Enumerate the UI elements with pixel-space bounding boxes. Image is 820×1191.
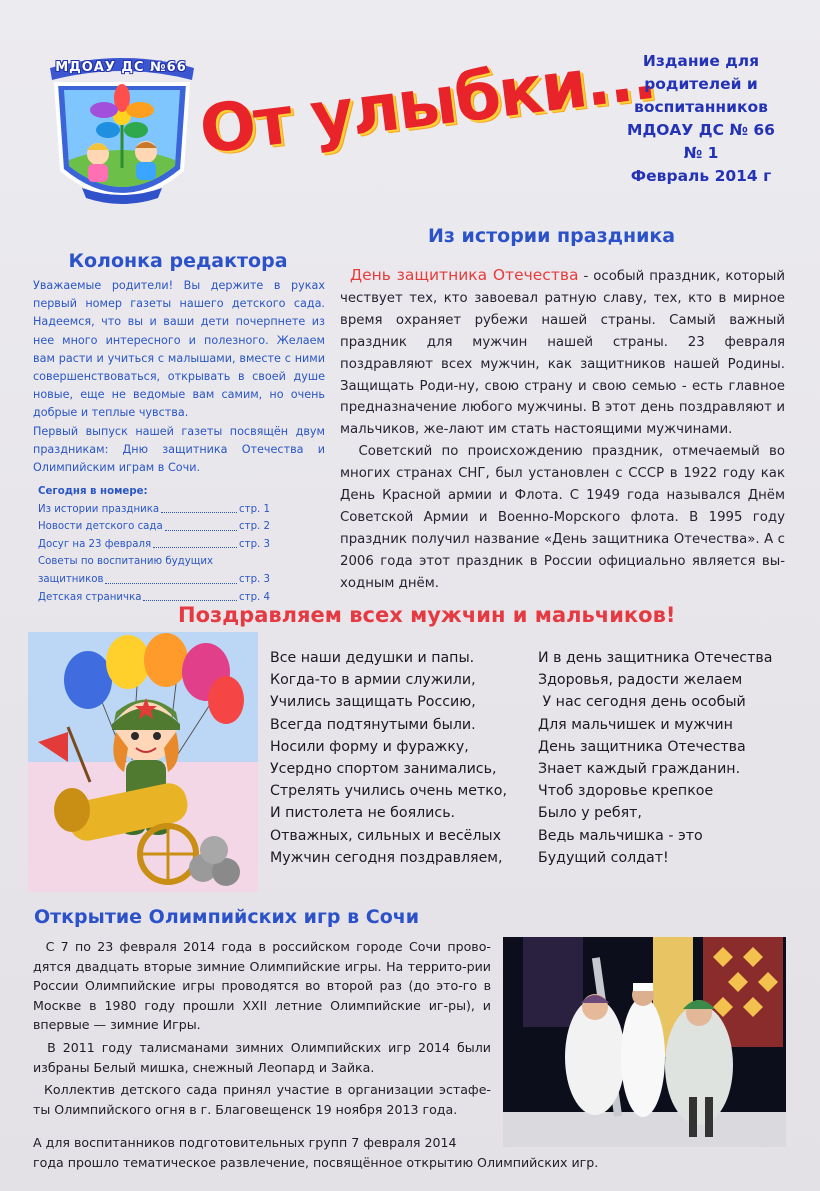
logo-banner-text: МДОАУ ДС №66 bbox=[55, 59, 187, 75]
poem-line: Все наши дедушки и папы. bbox=[270, 650, 475, 666]
poem-line: Будущий солдат! bbox=[538, 849, 669, 866]
history-paragraph bbox=[340, 265, 785, 441]
olympics-closing-line: А для воспитанников подготовительных групп 7 февраля 2014 bbox=[33, 1135, 457, 1150]
holiday-name: День защитника Отечества bbox=[350, 266, 579, 284]
history-paragraph bbox=[340, 441, 785, 594]
poem-line: Всегда подтянутыми были. bbox=[270, 716, 476, 733]
edition-line: воспитанников bbox=[634, 98, 768, 116]
poem-line: Здоровья, радости желаем bbox=[538, 672, 743, 689]
history-section-title: Из истории праздника bbox=[428, 225, 676, 247]
olympics-paragraph bbox=[33, 937, 491, 1035]
toc-item bbox=[38, 571, 270, 589]
editor-paragraph: Уважаемые родители! Вы держите в руках первый номер газеты нашего детского сада. Надеемся, что вы и ваши дети почерпнете из нее много интересного и полезного. Желаем вам расти и учиться с малышами, вместе с ними совершенствоваться, открывать в своей душе новые, еще не ведомые вам самим, но очень добрые и теплые чувства. bbox=[33, 279, 325, 420]
poem-line: День защитника Отечества bbox=[538, 738, 746, 755]
poem-line: И пистолета не боялись. bbox=[270, 805, 456, 822]
edition-line: Издание для bbox=[642, 52, 760, 70]
olympic-torch-photo bbox=[503, 937, 786, 1147]
edition-info bbox=[606, 50, 796, 188]
olympics-paragraph-text: Коллектив детского сада принял участие в организации эстафе-ты Олимпийского огня в г. Благовещенск 19 ноября 2013 года. bbox=[33, 1082, 491, 1117]
edition-line: МДОАУ ДС № 66 bbox=[627, 121, 775, 139]
edition-line: Февраль 2014 г bbox=[630, 167, 772, 185]
olympics-paragraph bbox=[33, 1080, 491, 1119]
editor-paragraph: Первый выпуск нашей газеты посвящён двум праздникам: Дню защитника Отечества и Олимпийским играм в Сочи. bbox=[33, 424, 325, 475]
toc-item bbox=[38, 518, 270, 536]
toc-item bbox=[38, 553, 270, 571]
olympics-section-text bbox=[33, 937, 491, 1122]
edition-line: родителей и bbox=[644, 75, 758, 93]
toc-item-label: Из истории праздника bbox=[38, 503, 160, 515]
kindergarten-logo bbox=[42, 50, 202, 220]
poem-line: Было у ребят, bbox=[538, 805, 642, 822]
olympics-section-title: Открытие Олимпийских игр в Сочи bbox=[34, 906, 420, 928]
poem-line: Для мальчишек и мужчин bbox=[538, 716, 733, 733]
poem-right-column bbox=[538, 647, 772, 869]
toc-item-page: стр. 3 bbox=[239, 538, 270, 550]
poem-line: И в день защитника Отечества bbox=[538, 650, 773, 666]
poem-line: У нас сегодня день особый bbox=[538, 694, 746, 711]
congratulations-title: Поздравляем всех мужчин и мальчиков! bbox=[178, 603, 676, 627]
poem-left-column bbox=[270, 647, 507, 869]
toc-item-label: Советы по воспитанию будущих bbox=[38, 556, 213, 568]
table-of-contents bbox=[38, 483, 270, 606]
toc-item-page: стр. 4 bbox=[239, 591, 270, 603]
history-paragraph-2: Советский по происхождению праздник, отмечаемый во многих странах СНГ, был установлен с СССР в 1922 году как День Красной армии и Флота. С 1949 года назывался Днём Советской Армии и Военно-Морского флота. В 1995 году праздник получил название «День защитника Отечества». А с 2006 года этот праздник в России официально является вы-ходным днём. bbox=[340, 444, 785, 591]
edition-line: № 1 bbox=[683, 144, 719, 162]
toc-item bbox=[38, 501, 270, 519]
toc-item-label: Детская страничка bbox=[38, 591, 142, 603]
olympics-paragraph bbox=[33, 1038, 491, 1077]
poem-line: Ведь мальчишка - это bbox=[538, 827, 703, 844]
show-through-text bbox=[262, 40, 268, 61]
olympics-paragraph-text: С 7 по 23 февраля 2014 года в российском городе Сочи прово-дятся двадцать вторые зимние Олимпийские игры. На террито-рии России Олимпийские игры проводятся во второй раз (до это-го в Москве в 1980 году прошли XXII летние Олимпийские иг-ры), и впервые — зимние Игры. bbox=[33, 939, 491, 1033]
newspaper-title: От улыбки... bbox=[195, 36, 659, 169]
child-soldier-illustration bbox=[28, 632, 258, 892]
toc-item-label: Новости детского сада bbox=[38, 521, 163, 533]
editor-column-title: Колонка редактора bbox=[68, 250, 288, 272]
poem-line: Знает каждый гражданин. bbox=[538, 761, 741, 778]
toc-item-label: защитников bbox=[38, 573, 104, 585]
poem-line: Усердно спортом занимались, bbox=[270, 761, 497, 778]
poem-line: Отважных, сильных и весёлых bbox=[270, 827, 502, 844]
child-with-balloons-icon bbox=[28, 632, 258, 892]
toc-item-label: Досуг на 23 февраля bbox=[38, 538, 152, 550]
history-paragraph-rest: - особый праздник, который чествует тех, кто завоевал ратную славу, тех, кто в мирное время охраняет рубежи нашей страны. Самый важный праздник для мужчин нашей страны. 23 февраля поздравляют всех мужчин, как защитников нашей Родины. Защищать Роди-ну, свою страну и свою семью - есть главное предназначение любого мужчины. В этот день поздравляют и мальчиков, же-лают им стать настоящими мужчинами. bbox=[340, 269, 785, 438]
toc-title: Сегодня в номере: bbox=[38, 486, 148, 497]
poem-line: Учились защищать Россию, bbox=[270, 694, 476, 711]
poem-line: Когда-то в армии служили, bbox=[270, 672, 476, 689]
torch-relay-photo-icon bbox=[503, 937, 786, 1147]
toc-item-page: стр. 3 bbox=[239, 573, 270, 585]
poem-line: Чтоб здоровье крепкое bbox=[538, 783, 714, 800]
poem-line: Стрелять учились очень метко, bbox=[270, 783, 507, 800]
toc-item-page: стр. 1 bbox=[239, 503, 270, 515]
toc-item bbox=[38, 536, 270, 554]
poem-line: Мужчин сегодня поздравляем, bbox=[270, 849, 503, 866]
olympics-closing-line: года прошло тематическое развлечение, посвящённое открытию Олимпийских игр. bbox=[33, 1154, 599, 1170]
editor-column-text bbox=[33, 277, 325, 477]
toc-item-page: стр. 2 bbox=[239, 521, 270, 533]
poem-line: Носили форму и фуражку, bbox=[270, 738, 469, 755]
history-section-text bbox=[340, 265, 785, 595]
olympics-paragraph-text: В 2011 году талисманами зимних Олимпийских игр 2014 были избраны Белый мишка, снежный Леопард и Зайка. bbox=[33, 1039, 491, 1075]
